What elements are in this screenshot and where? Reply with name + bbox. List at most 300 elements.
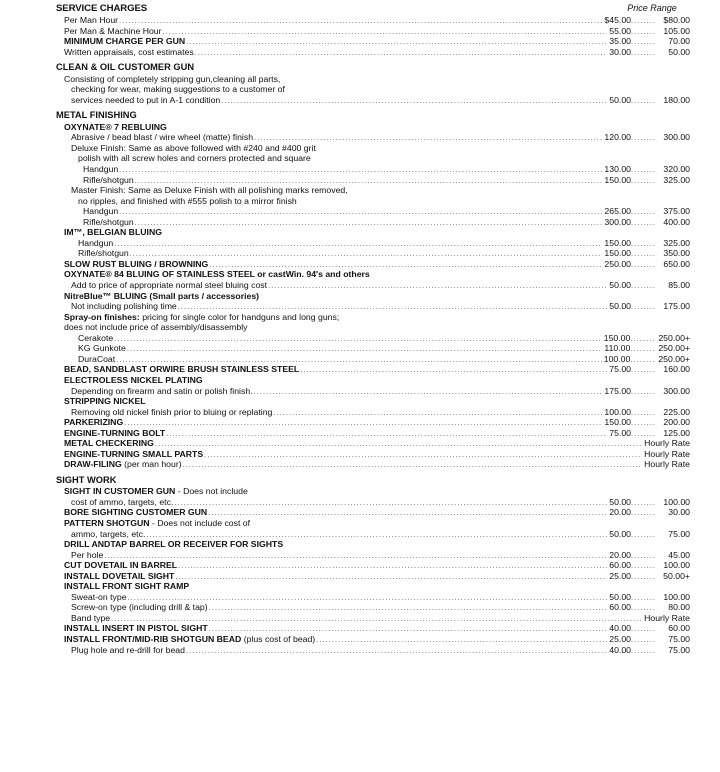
range-dots [631,17,659,28]
leader-dots [166,430,607,441]
item-label [64,486,248,497]
subsection-heading [56,122,690,133]
item-label [83,175,134,186]
leader-dots [175,573,607,584]
item-label [64,47,194,58]
item-label-suffix: (per man hour) [121,459,182,470]
price-low: 60.00 [609,560,631,571]
range-dots [631,647,659,658]
hourly-rate: Hourly Rate [644,459,690,470]
price-row [56,428,690,439]
price-low: 50.00 [609,94,631,105]
item-label-text: Plug hole and re-drill for bead [71,644,185,655]
item-label [71,143,316,154]
leader-dots [273,409,602,420]
price-row [56,529,690,540]
leader-dots [178,562,607,573]
item-label [71,497,173,508]
price-high: 160.00 [663,364,690,375]
leader-dots [300,366,607,377]
item-label-text: INSTALL FRONT/MID-RIB SHOTGUN BEAD [64,634,242,645]
range-dots [631,499,659,510]
price-row [56,592,690,603]
price-high: 180.00 [663,94,690,105]
price-row [56,333,690,344]
description-line [56,322,690,333]
price-row [56,217,690,228]
leader-dots [316,636,607,647]
section-heading [56,110,690,122]
item-label-text: Not including polishing time [71,301,177,312]
item-label-text: OXYNATE® 7 REBLUING [64,121,167,132]
price-high: 100.00 [663,591,690,602]
leader-dots [209,604,608,615]
price-low: 100.00 [603,353,631,364]
price-low: 40.00 [609,644,631,655]
item-label-text: Band type [71,612,111,623]
item-label [71,185,348,196]
item-label [64,15,118,26]
price-row [56,175,690,186]
item-label-text: BORE SIGHTING CUSTOMER GUN [64,507,208,518]
description-line [56,196,690,207]
price-row [56,571,690,582]
price-row [56,386,690,397]
leader-dots [254,388,603,399]
range-dots [631,594,659,605]
description-line [56,84,690,95]
price-row [56,164,690,175]
item-label-text: SIGHT WORK [56,474,117,485]
range-dots [631,282,659,293]
range-dots [631,409,659,420]
item-label [71,84,285,95]
price-low: 130.00 [604,164,631,175]
item-label-bold: PATTERN SHOTGUN [64,518,150,529]
item-label [71,529,145,540]
price-high: $80.00 [663,15,690,25]
item-label-text: cost of ammo, targets, etc. [71,496,174,507]
price-low: 150.00 [604,417,631,428]
item-label [64,364,299,375]
item-label-text: NitreBlue™ BLUING (Small parts / accessories) [64,290,260,301]
price-high: 105.00 [663,25,690,36]
price-row [56,238,690,249]
price-low: 35.00 [609,36,631,47]
price-high: 125.00 [663,427,690,438]
section-heading [56,62,690,74]
item-label [64,634,315,645]
item-label [64,259,208,270]
item-label-text: Cerakote [78,332,114,343]
item-label-text: ENGINE-TURNING SMALL PARTS [64,448,204,459]
price-row [56,634,690,645]
price-row [56,507,690,518]
item-label-text: Consisting of completely stripping gun,cleaning all parts, [64,73,281,84]
item-label-text: IM™, BELGIAN BLUING [64,227,162,238]
leader-dots [127,345,603,356]
item-label-text: DuraCoat [78,353,116,364]
price-high: 320.00 [663,164,690,175]
item-label-suffix: (plus cost of bead) [241,634,316,645]
price-row [56,560,690,571]
price-row [56,301,690,312]
item-label [71,602,208,613]
item-label [56,110,137,122]
item-label-text: Removing old nickel finish prior to bluing or replating [71,406,273,417]
price-range-label: Price Range [627,3,677,13]
item-label [64,623,208,634]
leader-dots [135,219,603,230]
price-row [56,602,690,613]
price-row [56,36,690,47]
price-high: 85.00 [668,280,690,291]
item-label-bold: Spray-on finishes: [64,311,140,322]
leader-dots [119,208,602,219]
item-label [64,36,185,47]
leader-dots [208,509,607,520]
price-low: 300.00 [604,216,631,227]
price-high: 75.00 [668,634,690,645]
item-label [78,354,115,365]
price-low: 50.00 [609,280,631,291]
description-line [56,74,690,85]
item-label-text: Per hole [71,549,104,560]
hourly-rate: Hourly Rate [644,612,690,623]
item-label [56,62,194,74]
price-low: 25.00 [609,570,631,581]
price-high: 50.00 [668,46,690,57]
range-dots [631,573,659,584]
range-dots [631,250,659,261]
item-label [64,417,123,428]
item-label-text: METAL CHECKERING [64,438,154,449]
item-label-text: STRIPPING NICKEL [64,396,146,407]
item-label [71,132,253,143]
leader-dots [174,499,607,510]
price-high: 300.00 [663,132,690,143]
price-low: 55.00 [609,25,631,36]
item-label-text: Master Finish: Same as Deluxe Finish with all polishing marks removed, [71,185,348,196]
price-high: 200.00 [663,417,690,428]
price-row [56,407,690,418]
item-label-text: ENGINE-TURNING BOLT [64,427,166,438]
range-dots [631,509,659,520]
item-label [71,592,127,603]
range-dots [631,134,659,145]
item-label [64,581,189,592]
item-label-text: does not include price of assembly/disassembly [64,322,248,333]
price-row [56,248,690,259]
item-label-text: polish with all screw holes and corners protected and square [78,153,311,164]
range-dots [631,419,659,430]
price-row [56,364,690,375]
section-title: SERVICE CHARGES [56,3,148,14]
price-row [56,206,690,217]
range-dots [631,303,659,314]
item-label-text: Handgun [78,237,114,248]
range-dots [631,208,659,219]
price-low: 250.00 [604,258,631,269]
price-high: 175.00 [663,301,690,312]
item-label [64,438,154,449]
price-row [56,47,690,58]
price-high: 400.00 [663,216,690,227]
price-high: 75.00 [668,644,690,655]
price-low: 150.00 [604,248,631,259]
price-row [56,417,690,428]
item-label [64,227,162,238]
item-label-text: Handgun [83,164,119,175]
item-label-text: Rifle/shotgun [83,174,134,185]
price-list [56,15,690,655]
leader-dots [186,647,607,658]
price-low: 40.00 [609,623,631,634]
leader-dots [195,49,608,60]
price-low: 50.00 [609,496,631,507]
price-low: $45.00 [604,15,631,25]
price-high: 50.00+ [663,570,690,581]
price-high: 60.00 [668,623,690,634]
item-label-text: PARKERIZING [64,417,124,428]
price-high: 650.00 [663,258,690,269]
item-label-rest: pricing for single color for handguns and long guns; [139,311,340,322]
leader-dots [119,17,602,28]
item-label [83,206,118,217]
item-label [64,396,146,407]
leader-dots [204,451,642,462]
leader-dots [183,461,643,472]
price-high: 350.00 [663,248,690,259]
item-label [78,343,126,354]
item-label-text: OXYNATE® 84 BLUING OF STAINLESS STEEL or castWin. 94's and others [64,269,370,280]
price-high: 250.00+ [658,353,690,364]
item-label-text: CUT DOVETAIL IN BARREL [64,560,178,571]
price-row [56,354,690,365]
price-high: 80.00 [668,602,690,613]
item-label [64,312,339,323]
item-label [78,153,311,164]
leader-dots [114,335,602,346]
item-label [71,613,110,624]
price-high: 250.00+ [658,343,690,354]
price-low: 110.00 [604,343,631,354]
item-label [64,449,203,460]
item-label [83,217,134,228]
price-row [56,132,690,143]
description-line [56,486,690,497]
price-row [56,343,690,354]
item-label-rest: - Does not include cost of [149,518,251,529]
range-dots [631,49,659,60]
price-row [56,550,690,561]
item-label [78,333,113,344]
item-label [83,164,118,175]
price-high: 30.00 [668,507,690,518]
price-low: 25.00 [609,634,631,645]
item-label-text: Per Man & Machine Hour [64,25,162,36]
item-label-text: INSTALL INSERT IN PISTOL SIGHT [64,623,208,634]
price-low: 60.00 [609,602,631,613]
item-label-text: DRAW-FILING [64,459,122,470]
price-row [56,95,690,106]
price-low: 20.00 [609,549,631,560]
price-low: 20.00 [609,507,631,518]
item-label-text: DRILL ANDTAP BARREL OR RECEIVER FOR SIGHTS [64,539,284,550]
price-low: 150.00 [604,237,631,248]
range-dots [631,38,659,49]
price-row [56,459,690,470]
price-high: 70.00 [668,36,690,47]
item-label [64,560,177,571]
section-heading [56,475,690,487]
price-row [56,280,690,291]
range-dots [631,552,659,563]
range-dots [631,388,659,399]
item-label-text: Deluxe Finish: Same as above followed with #240 and #400 grit [71,142,316,153]
leader-dots [268,282,607,293]
range-dots [631,562,659,573]
price-low: 150.00 [603,332,631,343]
price-low: 75.00 [609,427,631,438]
price-row [56,438,690,449]
item-label-text: Rifle/shotgun [78,248,129,259]
leader-dots [114,240,602,251]
price-low: 30.00 [609,46,631,57]
price-high: 375.00 [663,206,690,217]
item-label [64,571,174,582]
item-label-text: Abrasive / bead blast / wire wheel (matte) finish [71,132,254,143]
item-label [71,301,177,312]
range-dots [630,356,658,367]
price-high: 45.00 [668,549,690,560]
item-label-text: INSTALL FRONT SIGHT RAMP [64,581,190,592]
item-label-text: ELECTROLESS NICKEL PLATING [64,374,203,385]
item-label [71,645,185,656]
price-low: 120.00 [604,132,631,143]
item-label-text: Per Man Hour [64,15,119,25]
price-high: 75.00 [668,528,690,539]
range-dots [631,261,659,272]
range-dots [631,97,659,108]
hourly-rate: Hourly Rate [644,438,690,449]
item-label [71,407,272,418]
leader-dots [104,552,607,563]
price-low: 50.00 [609,301,631,312]
price-high: 300.00 [663,385,690,396]
item-label [71,95,220,106]
item-label-text: Screw-on type (including drill & tap) [71,602,208,613]
item-label [78,238,113,249]
item-label-text: Handgun [83,206,119,217]
service-charges-header [56,3,690,15]
item-label [64,539,283,550]
price-row [56,259,690,270]
price-low: 175.00 [604,385,631,396]
item-label [64,459,182,470]
leader-dots [163,28,608,39]
item-label-text: INSTALL DOVETAIL SIGHT [64,570,175,581]
item-label-text: METAL FINISHING [56,110,137,121]
price-high: 250.00+ [658,332,690,343]
range-dots [630,335,658,346]
leader-dots [119,166,602,177]
price-high: 225.00 [663,406,690,417]
item-label-text: Add to price of appropriate normal steel bluing cost [71,280,268,291]
range-dots [631,625,659,636]
item-label-bold: SIGHT IN CUSTOMER GUN [64,486,176,497]
item-label-text: BEAD, SANDBLAST ORWIRE BRUSH STAINLESS STEEL [64,364,300,375]
price-high: 325.00 [663,237,690,248]
item-label-text: KG Gunkote [78,343,126,354]
item-label-text: Sweat-on type [71,591,127,602]
price-low: 265.00 [604,206,631,217]
price-row [56,497,690,508]
price-low: 100.00 [604,406,631,417]
description-line [56,153,690,164]
price-row [56,15,690,26]
item-label-text: Written appraisals, cost estimates [64,46,194,57]
item-label [64,507,207,518]
item-label [71,550,103,561]
price-low: 50.00 [609,528,631,539]
range-dots [631,177,659,188]
price-low: 150.00 [604,174,631,185]
range-dots [631,366,659,377]
range-dots [631,531,659,542]
item-label-text: MINIMUM CHARGE PER GUN [64,36,186,47]
item-label-text: no ripples, and finished with #555 polish to a mirror finish [78,195,297,206]
range-dots [630,345,658,356]
item-label [64,74,280,85]
item-label [64,269,370,280]
leader-dots [221,97,607,108]
item-label [64,428,165,439]
item-label-text: services needed to put in A-1 condition [71,94,221,105]
item-label [78,196,297,207]
item-label [64,322,248,333]
range-dots [631,28,659,39]
range-dots [631,636,659,647]
item-label-text: checking for wear, making suggestions to a customer of [71,84,285,95]
item-label-text: CLEAN & OIL CUSTOMER GUN [56,62,195,73]
price-row [56,623,690,634]
item-label [78,248,129,259]
hourly-rate: Hourly Rate [644,448,690,459]
range-dots [631,166,659,177]
price-low: 75.00 [609,364,631,375]
item-label [71,386,253,397]
item-label-text: Depending on firearm and satin or polish finish. [71,385,253,396]
price-high: 100.00 [663,560,690,571]
item-label-text: SLOW RUST BLUING / BROWNING [64,258,209,269]
price-row [56,449,690,460]
leader-dots [186,38,607,49]
item-label [71,280,267,291]
item-label [64,518,250,529]
range-dots [631,219,659,230]
price-row [56,26,690,37]
price-high: 100.00 [663,496,690,507]
price-row [56,613,690,624]
range-dots [631,240,659,251]
item-label-rest: - Does not include [175,486,248,497]
item-label-text: ammo, targets, etc. [71,528,146,539]
item-label [64,375,203,386]
price-high: 325.00 [663,174,690,185]
price-low: 50.00 [609,591,631,602]
item-label [64,291,259,302]
